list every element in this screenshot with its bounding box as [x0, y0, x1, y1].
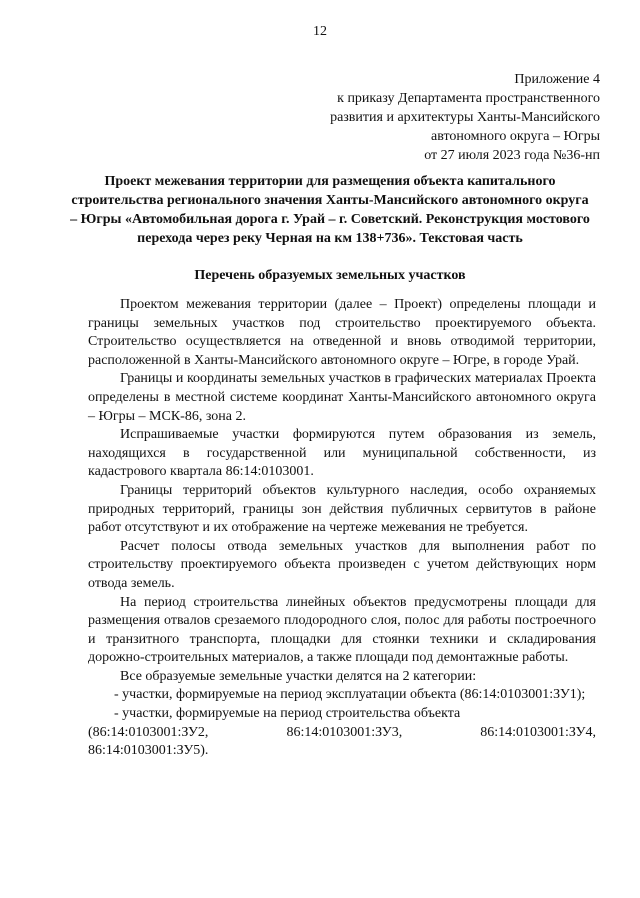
document-body [88, 296, 596, 761]
paragraph: Все образуемые земельные участки делятся на 2 категории: [120, 668, 477, 684]
parcel-code: 86:14:0103001:ЗУ3, [286, 724, 403, 740]
document-title: Проект межевания территории для размещения объекта капитального строительства регионального значения Ханты-Мансийского автономного округа – Югры «Автомобильная дорога г. Урай – г. Советский. Реконструкция мостового перехода через реку Черная на км 138+736». Текстовая часть [70, 174, 590, 246]
paragraph: Проектом межевания территории (далее – Проект) определены площади и границы земельных участков под строительство проектируемого объекта. Строительство осуществляется на отведенной и вновь отводимой территории, расположенной в Ханты-Мансийского автономного округе – Югре, в городе Урай. [88, 297, 596, 368]
paragraph: Границы территорий объектов культурного наследия, особо охраняемых природных территорий, границы зон действия публичных сервитутов в районе работ отсутствуют и их отображение на чертеже межевания не требуется. [88, 482, 596, 536]
appendix-line: от 27 июля 2023 года №36-нп [424, 148, 600, 163]
paragraph: На период строительства линейных объектов предусмотрены площади для размещения отвалов срезаемого плодородного слоя, полос для работы построечного и транзитного транспорта, площадки для стоянки техники и складирования дорожно-строительных материалов, а также площади под демонтажные работы. [88, 594, 596, 666]
appendix-line: к приказу Департамента пространственного [337, 91, 600, 106]
parcel-code: 86:14:0103001:ЗУ4, [480, 724, 596, 740]
appendix-line: автономного округа – Югры [431, 129, 600, 144]
paragraph: Границы и координаты земельных участков в графических материалах Проекта определены в местной системе координат Ханты-Мансийского автономного округа – Югры – МСК-86, зона 2. [88, 371, 596, 424]
paragraph: Расчет полосы отвода земельных участков для выполнения работ по строительству проектируемого объекта произведен с учетом действующих норм отвода земель. [88, 538, 596, 591]
appendix-line: Приложение 4 [514, 72, 600, 87]
appendix-line: развития и архитектуры Ханты-Мансийского [330, 110, 600, 125]
page-number: 12 [313, 24, 327, 39]
parcel-codes-row [88, 724, 596, 743]
paragraph: Испрашиваемые участки формируются путем образования из земель, находящихся в государственной или муниципальной собственности, из кадастрового квартала 86:14:0103001. [88, 427, 596, 480]
bullet-item: - участки, формируемые на период строительства объекта [114, 706, 461, 722]
bullet-item: - участки, формируемые на период эксплуатации объекта (86:14:0103001:ЗУ1); [114, 687, 586, 703]
parcel-code: (86:14:0103001:ЗУ2, [88, 724, 209, 740]
section-subtitle: Перечень образуемых земельных участков [194, 268, 466, 283]
parcel-code: 86:14:0103001:ЗУ5). [88, 743, 209, 759]
appendix-block [330, 70, 600, 165]
